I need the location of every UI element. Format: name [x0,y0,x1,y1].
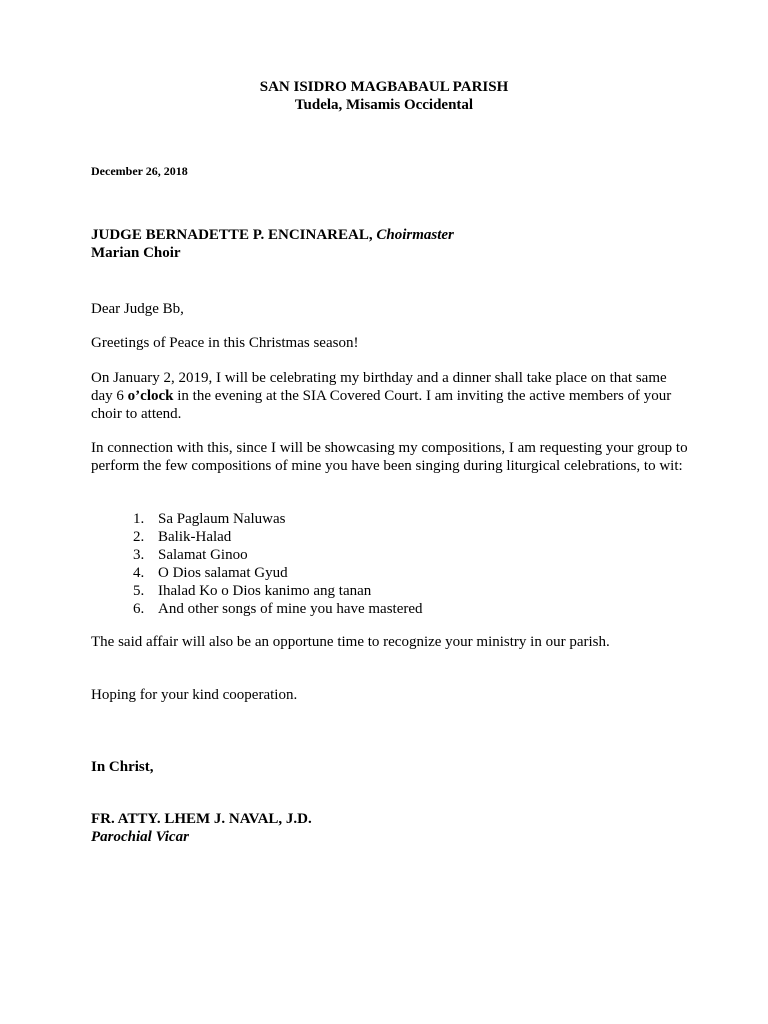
list-item [133,510,423,528]
song-list [133,510,423,618]
song-title: O Dios salamat Gyud [158,565,288,581]
list-number: 4. [133,565,145,581]
list-item [133,564,423,582]
song-title: Salamat Ginoo [158,547,248,563]
list-number: 1. [133,511,145,527]
list-item [133,528,423,546]
list-number: 6. [133,601,145,617]
song-title: Balik-Halad [158,529,232,545]
signatory-name: FR. ATTY. LHEM J. NAVAL, J.D. [91,811,312,827]
recognition-paragraph: The said affair will also be an opportune time to recognize your ministry in our parish. [91,634,610,650]
salutation: Dear Judge Bb, [91,301,184,317]
letter-date: December 26, 2018 [91,164,188,178]
parish-name: SAN ISIDRO MAGBABAUL PARISH [259,79,509,95]
song-title: And other songs of mine you have mastered [158,601,423,617]
request-paragraph: In connection with this, since I will be showcasing my compositions, I am requesting your group to perform the few compositions of mine you have been singing during liturgical celebrations, to wit: [91,440,688,474]
recipient-line [91,227,454,244]
list-item [133,582,423,600]
invitation-paragraph [91,369,691,423]
parish-location: Tudela, Misamis Occidental [294,97,474,113]
recipient-group: Marian Choir [91,245,181,261]
closing-line: Hoping for your kind cooperation. [91,687,298,703]
song-title: Ihalad Ko o Dios kanimo ang tanan [158,583,372,599]
list-item [133,546,423,564]
invitation-text-end: in the evening at the SIA Covered Court. I am inviting the active members of your choir to attend. [91,388,672,422]
recipient-name: JUDGE BERNADETTE P. ENCINAREAL, [91,227,373,243]
recipient-role: Choirmaster [376,227,454,243]
list-number: 3. [133,547,145,563]
list-item [133,600,423,618]
greeting: Greetings of Peace in this Christmas season! [91,335,359,351]
invitation-text-start: On January 2, 2019, I will be celebrating my birthday and a dinner shall take place on that same day 6 [91,370,667,404]
song-title: Sa Paglaum Naluwas [158,511,286,527]
list-number: 5. [133,583,145,599]
complimentary-close: In Christ, [91,759,154,775]
signatory-title: Parochial Vicar [91,829,189,845]
list-number: 2. [133,529,145,545]
invitation-time-emphasis: o’clock [127,388,174,404]
